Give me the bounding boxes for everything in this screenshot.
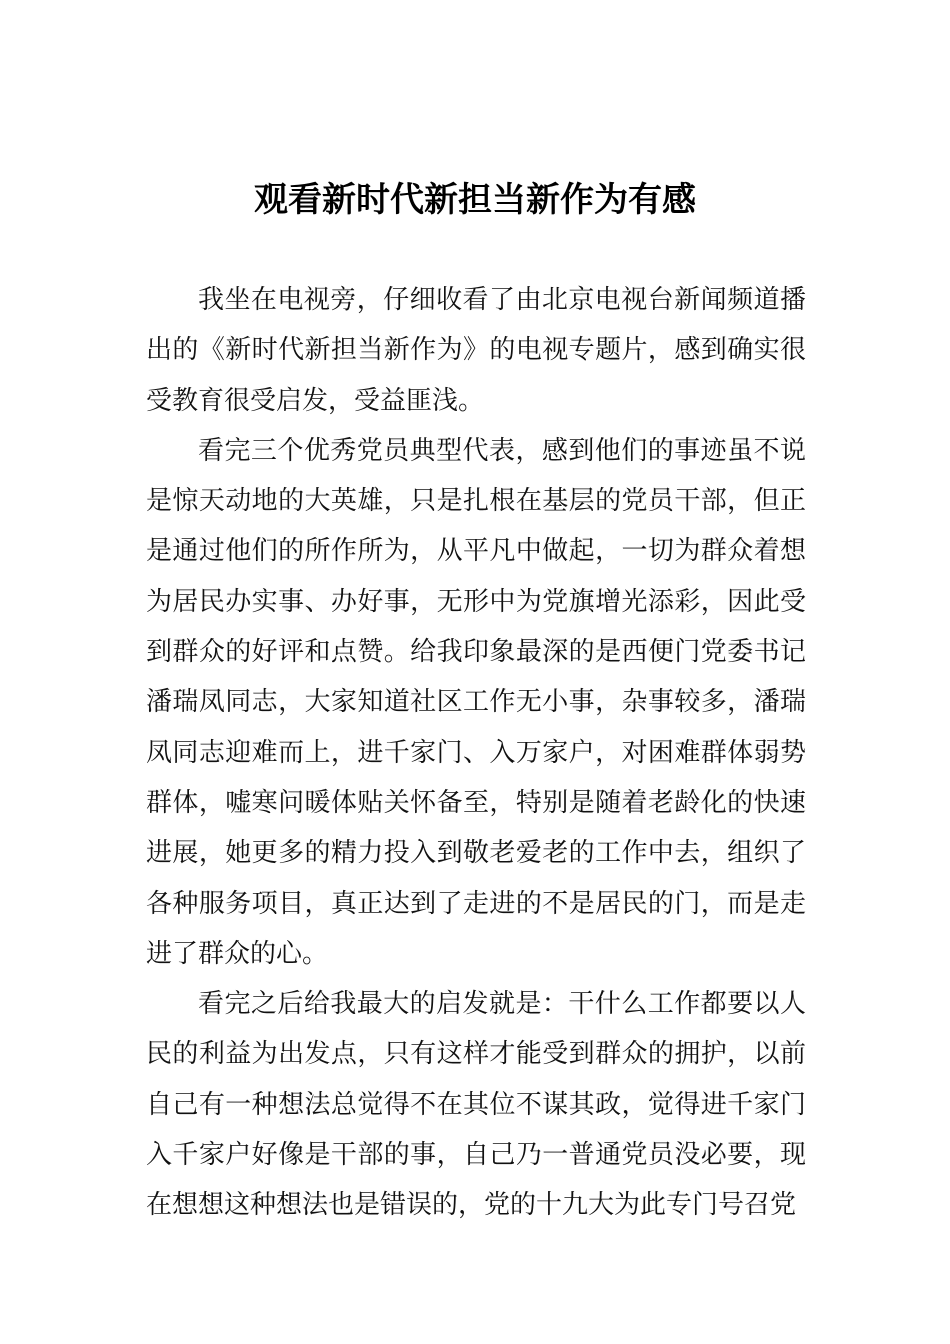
document-body [146,275,806,1231]
paragraph: 看完三个优秀党员典型代表，感到他们的事迹虽不说是惊天动地的大英雄，只是扎根在基层的党员干部，但正是通过他们的所作所为，从平凡中做起，一切为群众着想为居民办实事、办好事，无形中为党旗增光添彩，因此受到群众的好评和点赞。给我印象最深的是西便门党委书记潘瑞凤同志，大家知道社区工作无小事，杂事较多，潘瑞凤同志迎难而上，进千家门、入万家户，对困难群体弱势群体，嘘寒问暖体贴关怀备至，特别是随着老龄化的快速进展，她更多的精力投入到敬老爱老的工作中去，组织了各种服务项目，真正达到了走进的不是居民的门，而是走进了群众的心。 [146,435,806,969]
paragraph: 我坐在电视旁，仔细收看了由北京电视台新闻频道播出的《新时代新担当新作为》的电视专题片，感到确实很受教育很受启发，受益匪浅。 [146,285,806,416]
document-title: 观看新时代新担当新作为有感 [254,180,696,220]
paragraph: 看完之后给我最大的启发就是：干什么工作都要以人民的利益为出发点，只有这样才能受到群众的拥护，以前自己有一种想法总觉得不在其位不谋其政，觉得进千家门入千家户好像是干部的事，自己乃一普通党员没必要，现在想想这种想法也是错误的，党的十九大为此专门号召党 [146,989,806,1221]
